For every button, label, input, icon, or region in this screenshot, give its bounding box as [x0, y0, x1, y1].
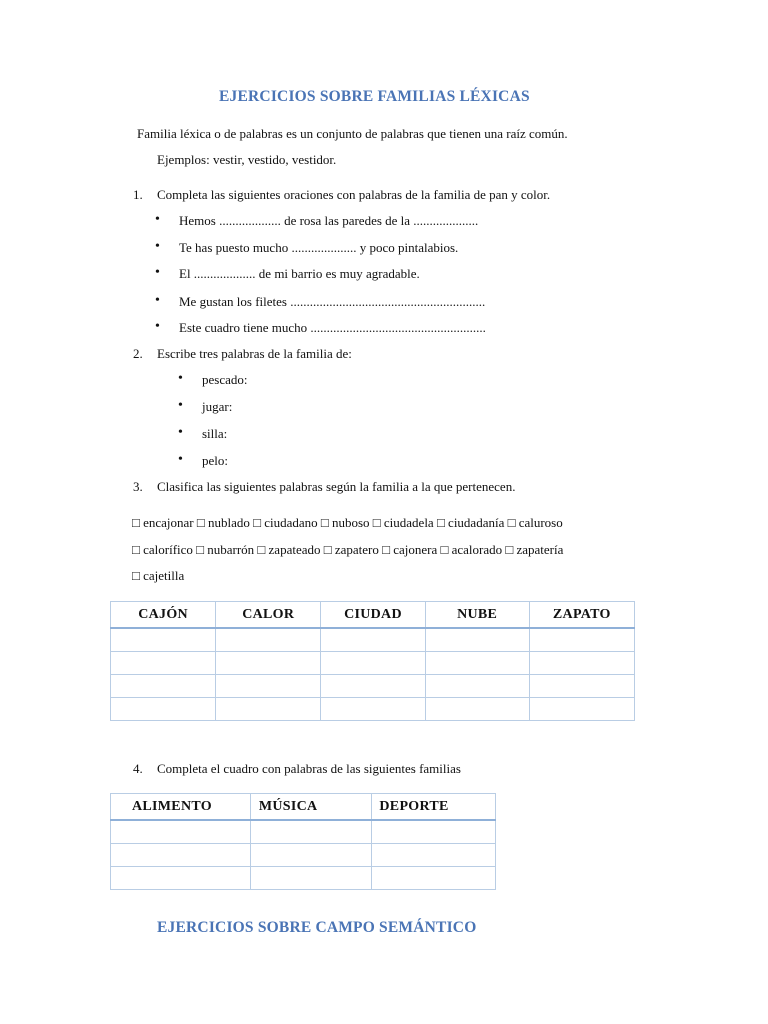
table-cell[interactable]	[216, 698, 321, 721]
table-cell[interactable]	[111, 698, 216, 721]
ex2-item: • jugar:	[202, 399, 232, 415]
ex3-table-header: CALOR	[216, 602, 321, 629]
table-cell[interactable]	[111, 844, 251, 867]
table-cell[interactable]	[425, 628, 529, 652]
ex1-item: • Este cuadro tiene mucho ......................................................	[179, 320, 486, 336]
ex3-table-header: CIUDAD	[321, 602, 425, 629]
ex1-item: • Te has puesto mucho .................... y poco pintalabios.	[179, 240, 458, 256]
table-cell[interactable]	[111, 652, 216, 675]
table-cell[interactable]	[111, 628, 216, 652]
table-cell[interactable]	[529, 652, 634, 675]
table-cell[interactable]	[529, 675, 634, 698]
intro-definition: Familia léxica o de palabras es un conjunto de palabras que tienen una raíz común.	[137, 126, 568, 141]
ex1-item: • El ................... de mi barrio es muy agradable.	[179, 266, 420, 282]
table-cell[interactable]	[216, 652, 321, 675]
ex2-item: • silla:	[202, 426, 227, 442]
ex4-number: 4.	[133, 761, 143, 776]
ex3-table-header: CAJÓN	[111, 602, 216, 629]
intro-examples: Ejemplos: vestir, vestido, vestidor.	[157, 152, 337, 167]
ex2-instruction: Escribe tres palabras de la familia de:	[157, 346, 352, 361]
ex4-table-header: MÚSICA	[250, 794, 372, 821]
table-cell[interactable]	[425, 675, 529, 698]
table-cell[interactable]	[250, 867, 372, 890]
ex3-word-line: □ calorífico □ nubarrón □ zapateado □ zapatero □ cajonera □ acalorado □ zapatería	[132, 542, 564, 557]
ex3-word-line: □ encajonar □ nublado □ ciudadano □ nuboso □ ciudadela □ ciudadanía □ caluroso	[132, 515, 563, 530]
table-cell[interactable]	[529, 628, 634, 652]
table-row	[111, 867, 496, 890]
table-cell[interactable]	[321, 675, 425, 698]
table-cell[interactable]	[425, 698, 529, 721]
table-cell[interactable]	[321, 652, 425, 675]
ex4-table	[110, 793, 496, 890]
table-cell[interactable]	[372, 867, 496, 890]
table-cell[interactable]	[111, 867, 251, 890]
ex1-item: • Me gustan los filetes ............................................................	[179, 294, 485, 310]
table-cell[interactable]	[372, 820, 496, 844]
table-cell[interactable]	[250, 844, 372, 867]
table-cell[interactable]	[250, 820, 372, 844]
table-row	[111, 675, 635, 698]
ex3-table-header: ZAPATO	[529, 602, 634, 629]
table-cell[interactable]	[216, 675, 321, 698]
ex3-table-header: NUBE	[425, 602, 529, 629]
ex2-number: 2.	[133, 346, 143, 361]
ex4-table-header: ALIMENTO	[111, 794, 251, 821]
ex2-item: • pescado:	[202, 372, 247, 388]
table-row	[111, 628, 635, 652]
ex3-number: 3.	[133, 479, 143, 494]
table-row	[111, 698, 635, 721]
table-row	[111, 652, 635, 675]
ex1-number: 1.	[133, 187, 143, 202]
ex3-table	[110, 601, 635, 721]
ex3-word-line: □ cajetilla	[132, 568, 185, 583]
table-row	[111, 844, 496, 867]
ex2-item: • pelo:	[202, 453, 228, 469]
table-row	[111, 820, 496, 844]
table-cell[interactable]	[425, 652, 529, 675]
table-cell[interactable]	[111, 820, 251, 844]
table-cell[interactable]	[111, 675, 216, 698]
ex4-table-header: DEPORTE	[372, 794, 496, 821]
page-title: EJERCICIOS SOBRE FAMILIAS LÉXICAS	[219, 88, 530, 105]
ex3-instruction: Clasifica las siguientes palabras según la familia a la que pertenecen.	[157, 479, 516, 494]
table-cell[interactable]	[529, 698, 634, 721]
ex4-instruction: Completa el cuadro con palabras de las siguientes familias	[157, 761, 461, 776]
section2-title: EJERCICIOS SOBRE CAMPO SEMÁNTICO	[157, 919, 477, 936]
ex1-item: • Hemos ................... de rosa las paredes de la ....................	[179, 213, 478, 229]
table-cell[interactable]	[321, 698, 425, 721]
table-cell[interactable]	[216, 628, 321, 652]
ex1-instruction: Completa las siguientes oraciones con palabras de la familia de pan y color.	[157, 187, 551, 202]
table-cell[interactable]	[321, 628, 425, 652]
table-cell[interactable]	[372, 844, 496, 867]
